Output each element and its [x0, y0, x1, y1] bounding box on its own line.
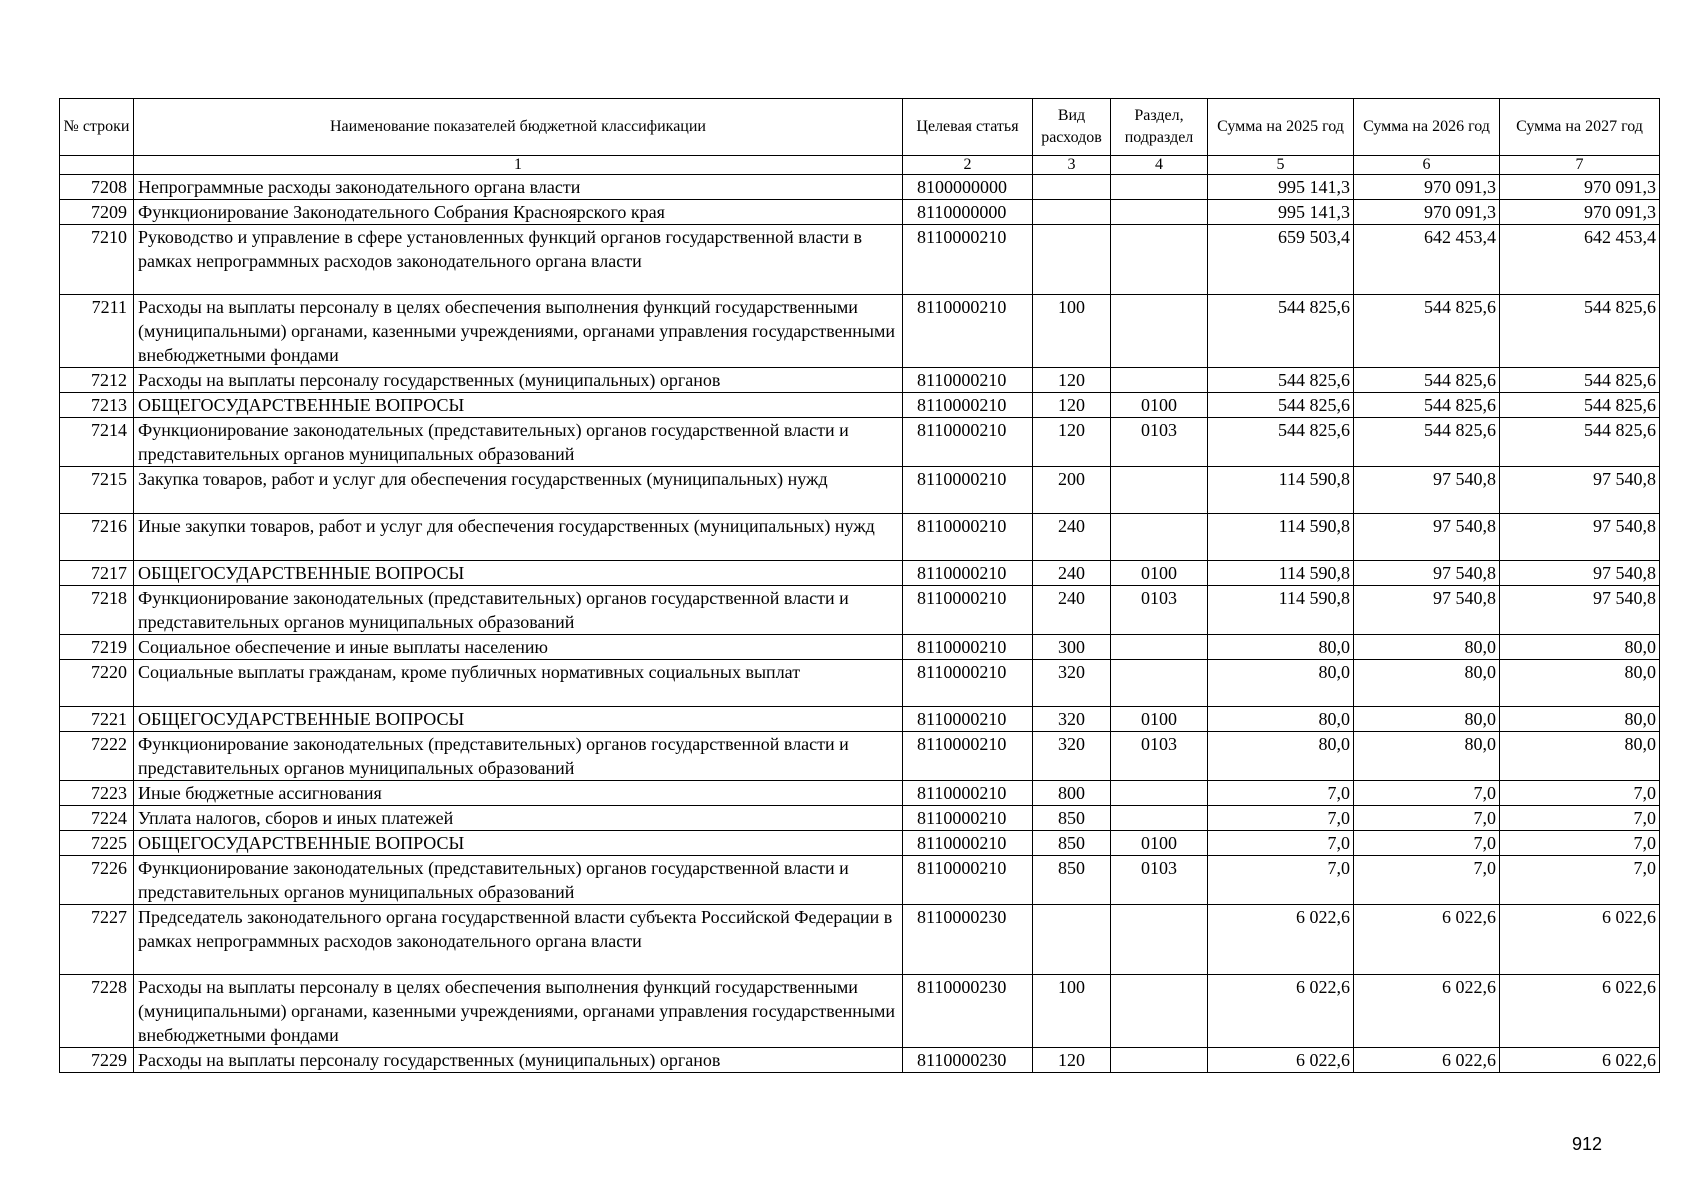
row-number-cell: 7227 [60, 905, 134, 975]
section-cell [1111, 368, 1208, 393]
sum-2026-cell: 544 825,6 [1354, 418, 1500, 467]
sum-2026-cell: 80,0 [1354, 707, 1500, 732]
section-cell [1111, 635, 1208, 660]
sum-2025-cell: 544 825,6 [1208, 368, 1354, 393]
table-row [60, 467, 1660, 514]
row-number-cell: 7228 [60, 975, 134, 1048]
table-row [60, 368, 1660, 393]
section-cell [1111, 660, 1208, 707]
expense-type-cell [1033, 905, 1111, 975]
target-article-cell: 8110000210 [903, 806, 1033, 831]
table-row [60, 660, 1660, 707]
target-article-cell: 8100000000 [903, 175, 1033, 200]
section-cell [1111, 200, 1208, 225]
sum-2026-cell: 97 540,8 [1354, 467, 1500, 514]
section-cell [1111, 806, 1208, 831]
indicator-name-cell: Функционирование законодательных (представительных) органов государственной власти и представительных органов муниципальных образований [134, 418, 903, 467]
table-row [60, 975, 1660, 1048]
indicator-name-cell: ОБЩЕГОСУДАРСТВЕННЫЕ ВОПРОСЫ [134, 393, 903, 418]
table-row [60, 295, 1660, 368]
target-article-cell: 8110000210 [903, 467, 1033, 514]
table-row [60, 1048, 1660, 1073]
header-sum-2025: Сумма на 2025 год [1208, 99, 1354, 156]
table-body [60, 156, 1660, 1073]
row-number-cell: 7225 [60, 831, 134, 856]
header-target-article: Целевая статья [903, 99, 1033, 156]
indicator-name-cell: ОБЩЕГОСУДАРСТВЕННЫЕ ВОПРОСЫ [134, 831, 903, 856]
indicator-name-cell: Закупка товаров, работ и услуг для обеспечения государственных (муниципальных) нужд [134, 467, 903, 514]
sum-2025-cell: 80,0 [1208, 660, 1354, 707]
page-number: 912 [1572, 1134, 1603, 1154]
expense-type-cell: 300 [1033, 635, 1111, 660]
header-row [60, 99, 1660, 156]
row-number-cell: 7215 [60, 467, 134, 514]
section-cell [1111, 1048, 1208, 1073]
sum-2026-cell: 970 091,3 [1354, 175, 1500, 200]
row-number-cell: 7229 [60, 1048, 134, 1073]
sum-2026-cell: 7,0 [1354, 806, 1500, 831]
target-article-cell: 8110000210 [903, 831, 1033, 856]
header-sum-2026: Сумма на 2026 год [1354, 99, 1500, 156]
section-cell [1111, 467, 1208, 514]
sum-2026-cell: 6 022,6 [1354, 975, 1500, 1048]
indicator-name-cell: Иные закупки товаров, работ и услуг для обеспечения государственных (муниципальных) нужд [134, 514, 903, 561]
expense-type-cell [1033, 225, 1111, 295]
row-number-cell: 7213 [60, 393, 134, 418]
target-article-cell: 8110000210 [903, 561, 1033, 586]
sum-2025-cell: 7,0 [1208, 856, 1354, 905]
indicator-name-cell: Непрограммные расходы законодательного органа власти [134, 175, 903, 200]
section-cell [1111, 905, 1208, 975]
sum-2027-cell: 80,0 [1500, 660, 1660, 707]
target-article-cell: 8110000210 [903, 586, 1033, 635]
table-row [60, 856, 1660, 905]
expense-type-cell: 850 [1033, 831, 1111, 856]
sum-2027-cell: 97 540,8 [1500, 586, 1660, 635]
indicator-name-cell: Руководство и управление в сфере установленных функций органов государственной власти в рамках непрограммных расходов законодательного органа власти [134, 225, 903, 295]
sum-2027-cell: 7,0 [1500, 856, 1660, 905]
target-article-cell: 8110000210 [903, 781, 1033, 806]
indicator-name-cell: Социальные выплаты гражданам, кроме публичных нормативных социальных выплат [134, 660, 903, 707]
target-article-cell: 8110000230 [903, 905, 1033, 975]
section-cell: 0103 [1111, 586, 1208, 635]
sum-2026-cell: 80,0 [1354, 732, 1500, 781]
expense-type-cell: 240 [1033, 514, 1111, 561]
sum-2025-cell: 995 141,3 [1208, 175, 1354, 200]
sum-2025-cell: 544 825,6 [1208, 418, 1354, 467]
row-number-cell: 7221 [60, 707, 134, 732]
sum-2026-cell: 7,0 [1354, 781, 1500, 806]
sum-2027-cell: 80,0 [1500, 707, 1660, 732]
expense-type-cell: 320 [1033, 660, 1111, 707]
expense-type-cell: 100 [1033, 295, 1111, 368]
table-row [60, 806, 1660, 831]
column-number: 3 [1033, 156, 1111, 175]
header-sum-2027: Сумма на 2027 год [1500, 99, 1660, 156]
expense-type-cell: 120 [1033, 1048, 1111, 1073]
column-number: 1 [134, 156, 903, 175]
table-row [60, 586, 1660, 635]
section-cell: 0100 [1111, 561, 1208, 586]
section-cell: 0103 [1111, 856, 1208, 905]
sum-2025-cell: 6 022,6 [1208, 905, 1354, 975]
indicator-name-cell: Социальное обеспечение и иные выплаты населению [134, 635, 903, 660]
sum-2027-cell: 544 825,6 [1500, 295, 1660, 368]
table-row [60, 514, 1660, 561]
header-expense-type: Вид расходов [1033, 99, 1111, 156]
sum-2025-cell: 114 590,8 [1208, 467, 1354, 514]
sum-2025-cell: 114 590,8 [1208, 586, 1354, 635]
target-article-cell: 8110000210 [903, 514, 1033, 561]
target-article-cell: 8110000210 [903, 225, 1033, 295]
sum-2026-cell: 7,0 [1354, 856, 1500, 905]
indicator-name-cell: Уплата налогов, сборов и иных платежей [134, 806, 903, 831]
section-cell [1111, 781, 1208, 806]
row-number-cell: 7208 [60, 175, 134, 200]
column-number: 6 [1354, 156, 1500, 175]
table-row [60, 175, 1660, 200]
sum-2025-cell: 7,0 [1208, 831, 1354, 856]
indicator-name-cell: Иные бюджетные ассигнования [134, 781, 903, 806]
sum-2026-cell: 6 022,6 [1354, 1048, 1500, 1073]
indicator-name-cell: Функционирование законодательных (представительных) органов государственной власти и представительных органов муниципальных образований [134, 586, 903, 635]
column-number: 2 [903, 156, 1033, 175]
sum-2026-cell: 6 022,6 [1354, 905, 1500, 975]
sum-2026-cell: 970 091,3 [1354, 200, 1500, 225]
sum-2027-cell: 970 091,3 [1500, 175, 1660, 200]
table-row [60, 831, 1660, 856]
section-cell: 0100 [1111, 707, 1208, 732]
sum-2027-cell: 97 540,8 [1500, 514, 1660, 561]
budget-table [59, 98, 1660, 1073]
column-number: 5 [1208, 156, 1354, 175]
sum-2027-cell: 97 540,8 [1500, 467, 1660, 514]
indicator-name-cell: Расходы на выплаты персоналу государственных (муниципальных) органов [134, 1048, 903, 1073]
row-number-cell: 7214 [60, 418, 134, 467]
target-article-cell: 8110000210 [903, 368, 1033, 393]
target-article-cell: 8110000210 [903, 660, 1033, 707]
table-row [60, 418, 1660, 467]
indicator-name-cell: ОБЩЕГОСУДАРСТВЕННЫЕ ВОПРОСЫ [134, 561, 903, 586]
target-article-cell: 8110000210 [903, 732, 1033, 781]
indicator-name-cell: ОБЩЕГОСУДАРСТВЕННЫЕ ВОПРОСЫ [134, 707, 903, 732]
table-row [60, 635, 1660, 660]
expense-type-cell [1033, 175, 1111, 200]
row-number-cell: 7212 [60, 368, 134, 393]
table-row [60, 561, 1660, 586]
sum-2025-cell: 7,0 [1208, 781, 1354, 806]
expense-type-cell: 200 [1033, 467, 1111, 514]
row-number-cell: 7220 [60, 660, 134, 707]
expense-type-cell: 850 [1033, 806, 1111, 831]
section-cell: 0100 [1111, 393, 1208, 418]
row-number-cell: 7209 [60, 200, 134, 225]
column-number: 7 [1500, 156, 1660, 175]
sum-2025-cell: 114 590,8 [1208, 514, 1354, 561]
section-cell [1111, 225, 1208, 295]
target-article-cell: 8110000210 [903, 856, 1033, 905]
sum-2025-cell: 7,0 [1208, 806, 1354, 831]
indicator-name-cell: Расходы на выплаты персоналу в целях обеспечения выполнения функций государственными (муниципальными) органами, казенными учреждениями, органами управления государственными внебюджетными фондами [134, 975, 903, 1048]
row-number-cell: 7216 [60, 514, 134, 561]
sum-2025-cell: 659 503,4 [1208, 225, 1354, 295]
header-row-number: № строки [60, 99, 134, 156]
table-row [60, 707, 1660, 732]
table-row [60, 225, 1660, 295]
expense-type-cell: 320 [1033, 707, 1111, 732]
table-row [60, 905, 1660, 975]
sum-2025-cell: 80,0 [1208, 707, 1354, 732]
section-cell: 0100 [1111, 831, 1208, 856]
indicator-name-cell: Функционирование законодательных (представительных) органов государственной власти и представительных органов муниципальных образований [134, 732, 903, 781]
sum-2027-cell: 7,0 [1500, 831, 1660, 856]
sum-2027-cell: 7,0 [1500, 806, 1660, 831]
sum-2026-cell: 544 825,6 [1354, 368, 1500, 393]
row-number-cell: 7224 [60, 806, 134, 831]
sum-2025-cell: 544 825,6 [1208, 393, 1354, 418]
header-section: Раздел, подраздел [1111, 99, 1208, 156]
table-row [60, 393, 1660, 418]
target-article-cell: 8110000210 [903, 707, 1033, 732]
expense-type-cell [1033, 200, 1111, 225]
sum-2026-cell: 97 540,8 [1354, 586, 1500, 635]
section-cell [1111, 975, 1208, 1048]
sum-2026-cell: 97 540,8 [1354, 561, 1500, 586]
column-number [60, 156, 134, 175]
sum-2026-cell: 80,0 [1354, 660, 1500, 707]
expense-type-cell: 120 [1033, 368, 1111, 393]
sum-2027-cell: 544 825,6 [1500, 418, 1660, 467]
sum-2025-cell: 544 825,6 [1208, 295, 1354, 368]
indicator-name-cell: Функционирование Законодательного Собрания Красноярского края [134, 200, 903, 225]
section-cell: 0103 [1111, 418, 1208, 467]
expense-type-cell: 240 [1033, 561, 1111, 586]
row-number-cell: 7218 [60, 586, 134, 635]
target-article-cell: 8110000210 [903, 418, 1033, 467]
column-number: 4 [1111, 156, 1208, 175]
sum-2027-cell: 544 825,6 [1500, 368, 1660, 393]
sum-2025-cell: 80,0 [1208, 635, 1354, 660]
sum-2025-cell: 6 022,6 [1208, 975, 1354, 1048]
table-row [60, 732, 1660, 781]
target-article-cell: 8110000210 [903, 295, 1033, 368]
indicator-name-cell: Председатель законодательного органа государственной власти субъекта Российской Федерации в рамках непрограммных расходов законодательного органа власти [134, 905, 903, 975]
row-number-cell: 7210 [60, 225, 134, 295]
target-article-cell: 8110000230 [903, 1048, 1033, 1073]
column-number-row [60, 156, 1660, 175]
indicator-name-cell: Расходы на выплаты персоналу в целях обеспечения выполнения функций государственными (муниципальными) органами, казенными учреждениями, органами управления государственными внебюджетными фондами [134, 295, 903, 368]
row-number-cell: 7211 [60, 295, 134, 368]
sum-2026-cell: 97 540,8 [1354, 514, 1500, 561]
sum-2025-cell: 80,0 [1208, 732, 1354, 781]
sum-2025-cell: 114 590,8 [1208, 561, 1354, 586]
row-number-cell: 7223 [60, 781, 134, 806]
table-row [60, 200, 1660, 225]
expense-type-cell: 240 [1033, 586, 1111, 635]
expense-type-cell: 100 [1033, 975, 1111, 1048]
sum-2026-cell: 642 453,4 [1354, 225, 1500, 295]
target-article-cell: 8110000210 [903, 635, 1033, 660]
sum-2026-cell: 80,0 [1354, 635, 1500, 660]
sum-2026-cell: 544 825,6 [1354, 393, 1500, 418]
sum-2025-cell: 995 141,3 [1208, 200, 1354, 225]
sum-2026-cell: 544 825,6 [1354, 295, 1500, 368]
target-article-cell: 8110000210 [903, 393, 1033, 418]
sum-2027-cell: 7,0 [1500, 781, 1660, 806]
sum-2027-cell: 97 540,8 [1500, 561, 1660, 586]
section-cell [1111, 514, 1208, 561]
target-article-cell: 8110000000 [903, 200, 1033, 225]
sum-2027-cell: 970 091,3 [1500, 200, 1660, 225]
section-cell: 0103 [1111, 732, 1208, 781]
expense-type-cell: 850 [1033, 856, 1111, 905]
indicator-name-cell: Расходы на выплаты персоналу государственных (муниципальных) органов [134, 368, 903, 393]
row-number-cell: 7219 [60, 635, 134, 660]
expense-type-cell: 800 [1033, 781, 1111, 806]
sum-2027-cell: 80,0 [1500, 732, 1660, 781]
indicator-name-cell: Функционирование законодательных (представительных) органов государственной власти и представительных органов муниципальных образований [134, 856, 903, 905]
section-cell [1111, 295, 1208, 368]
sum-2027-cell: 80,0 [1500, 635, 1660, 660]
target-article-cell: 8110000230 [903, 975, 1033, 1048]
expense-type-cell: 120 [1033, 393, 1111, 418]
sum-2026-cell: 7,0 [1354, 831, 1500, 856]
expense-type-cell: 120 [1033, 418, 1111, 467]
row-number-cell: 7217 [60, 561, 134, 586]
sum-2025-cell: 6 022,6 [1208, 1048, 1354, 1073]
sum-2027-cell: 642 453,4 [1500, 225, 1660, 295]
sum-2027-cell: 6 022,6 [1500, 1048, 1660, 1073]
row-number-cell: 7222 [60, 732, 134, 781]
row-number-cell: 7226 [60, 856, 134, 905]
table-row [60, 781, 1660, 806]
expense-type-cell: 320 [1033, 732, 1111, 781]
header-indicator-name: Наименование показателей бюджетной классификации [134, 99, 903, 156]
sum-2027-cell: 6 022,6 [1500, 975, 1660, 1048]
section-cell [1111, 175, 1208, 200]
sum-2027-cell: 544 825,6 [1500, 393, 1660, 418]
sum-2027-cell: 6 022,6 [1500, 905, 1660, 975]
